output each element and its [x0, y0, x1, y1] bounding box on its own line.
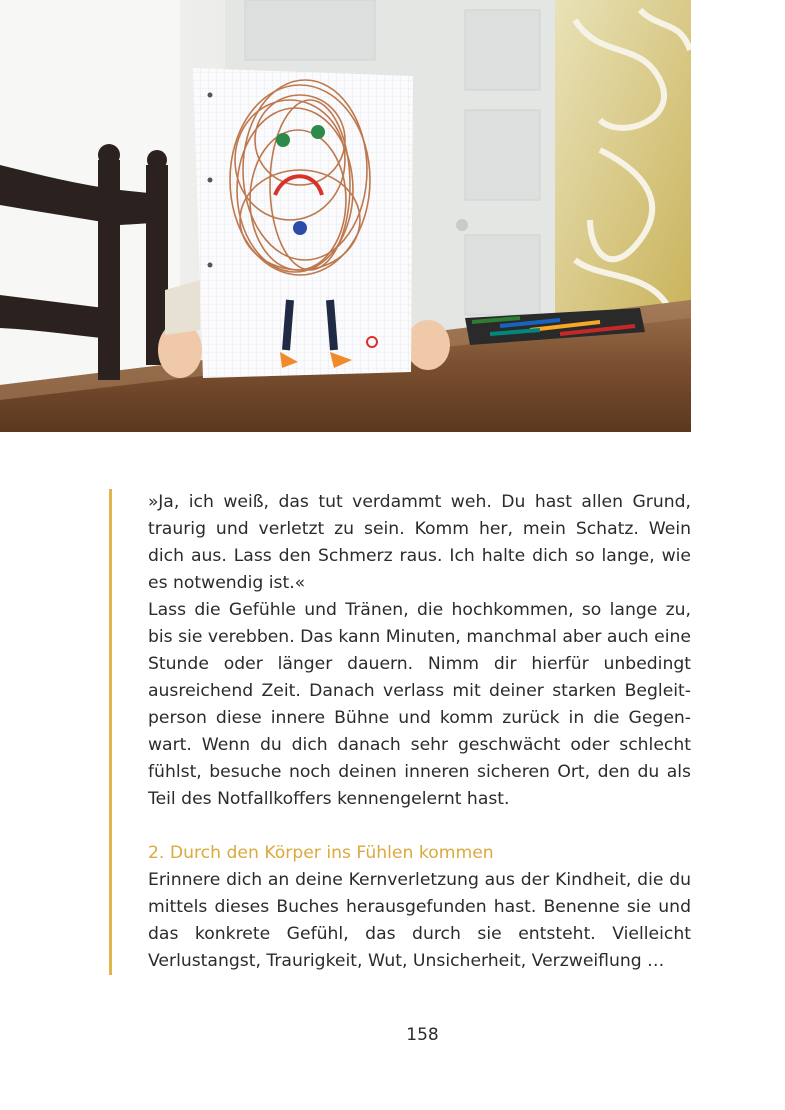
- paragraph-instructions: Lass die Gefühle und Tränen, die hochkommen, so lange zu, bis sie verebben. Das kann Minuten, manchmal aber auch eine Stunde oder länger dauern. Nimm dir hierfür unbedingt ausreichend Zeit. Danach verlass mit deiner starken Begleitperson diese innere Bühne und komm zurück in die Gegenwart. Wenn du dich danach sehr geschwächt oder schlecht fühlst, besuche noch deinen inneren sicheren Ort, den du als Teil des Notfallkoffers kennengelernt hast.: [148, 600, 691, 809]
- paragraph-quote: »Ja, ich weiß, das tut verdammt weh. Du hast allen Grund, traurig und verletzt zu sein. Komm her, mein Schatz. Wein dich aus. Lass den Schmerz raus. Ich halte dich so lange, wie es notwendig ist.«: [148, 492, 691, 593]
- page-number: 158: [406, 1025, 439, 1045]
- paragraph-gap: [148, 813, 691, 840]
- paragraph-after-heading: Erinnere dich an deine Kernverletzung aus der Kindheit, die du mittels dieses Buches herausgefunden hast. Benenne sie und das konkrete Gefühl, das durch sie entsteht. Vielleicht Verlustangst, Traurigkeit, Wut, Unsicherheit, Verzweiflung …: [148, 870, 691, 971]
- text-column: [148, 489, 691, 975]
- child-drawing-photo: [0, 0, 691, 432]
- section-heading: 2. Durch den Körper ins Fühlen kommen: [148, 843, 494, 863]
- accent-bar: [109, 489, 112, 975]
